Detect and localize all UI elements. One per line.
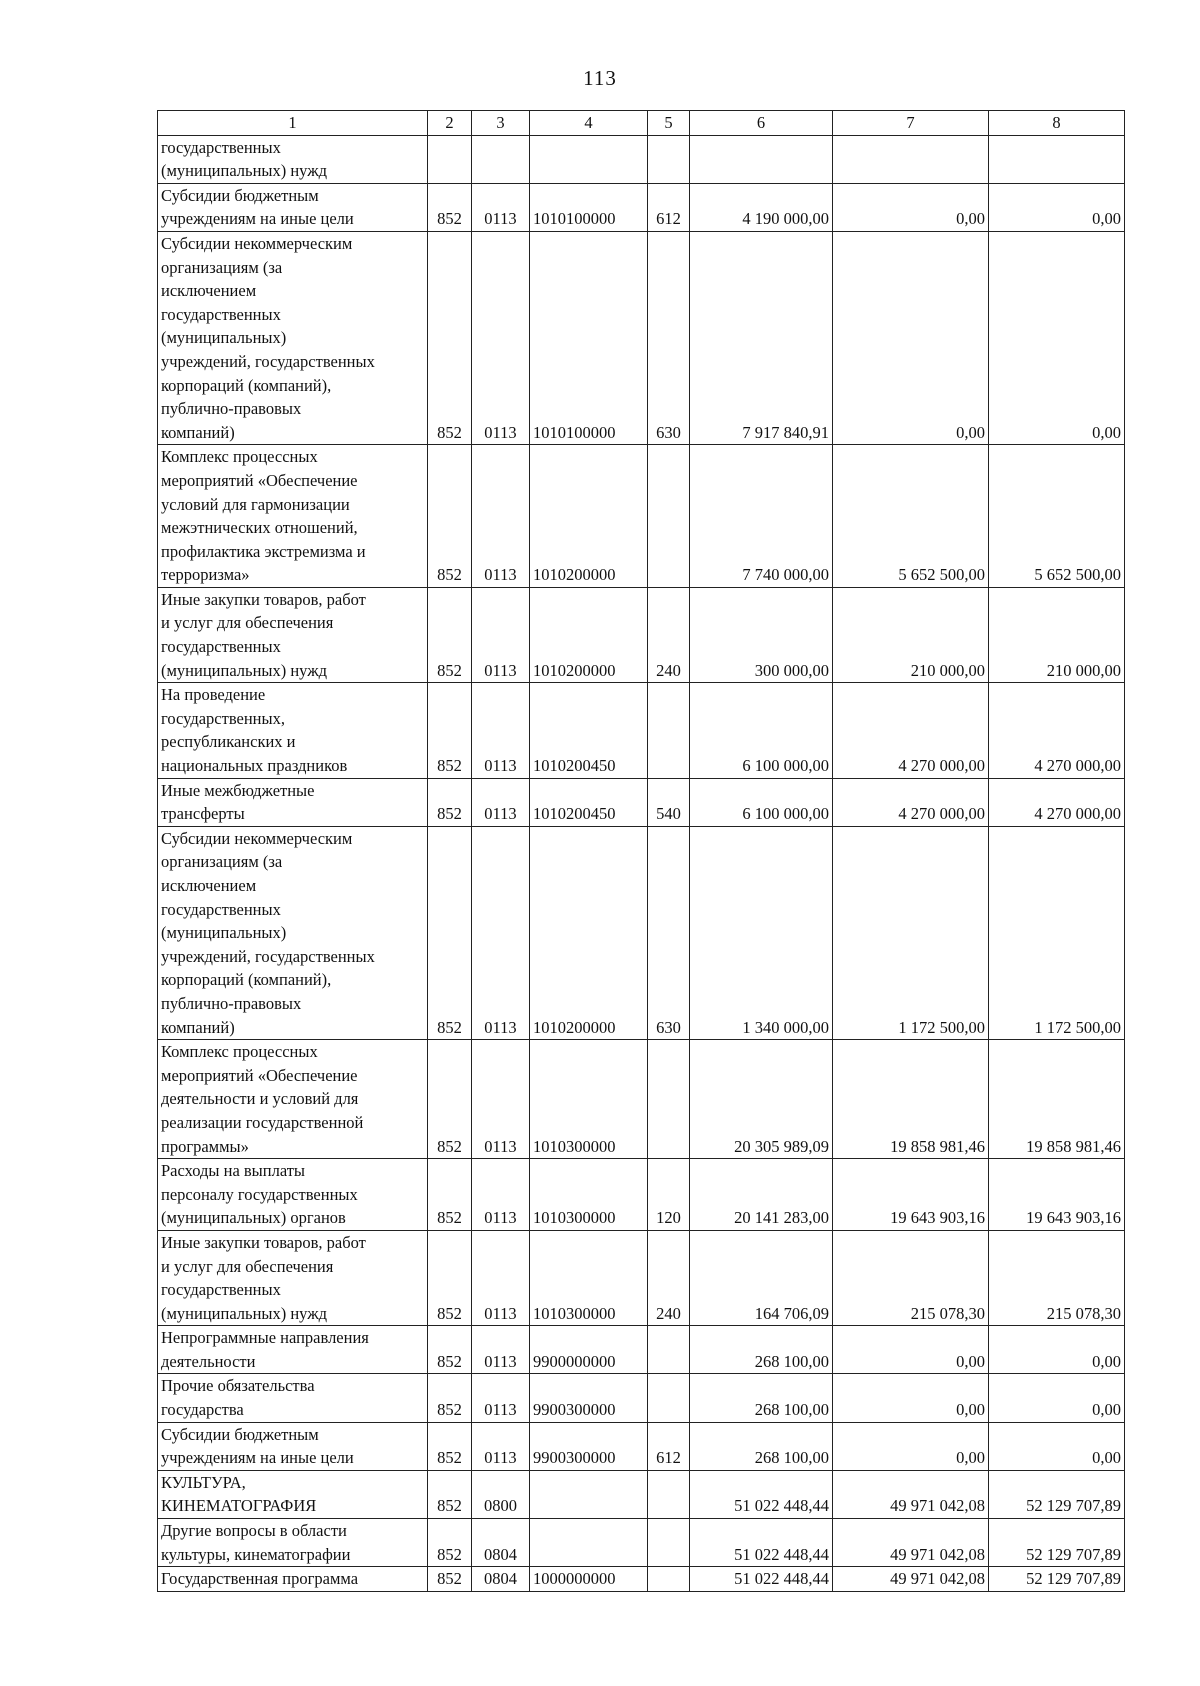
target-article-code: 1010200000 bbox=[530, 445, 648, 588]
amount-col-8: 19 858 981,46 bbox=[989, 1040, 1125, 1159]
amount-col-6: 6 100 000,00 bbox=[690, 778, 833, 826]
table-row bbox=[158, 1470, 1125, 1518]
item-name: Государственная программа bbox=[158, 1567, 428, 1592]
amount-col-6: 268 100,00 bbox=[690, 1374, 833, 1422]
expense-type-code bbox=[648, 1519, 690, 1567]
amount-col-8: 215 078,30 bbox=[989, 1230, 1125, 1325]
table-row bbox=[158, 1230, 1125, 1325]
item-name: Комплекс процессных мероприятий «Обеспечение условий для гармонизации межэтнических отношений, профилактика экстремизма и терроризма» bbox=[158, 445, 428, 588]
item-name: На проведение государственных, республиканских и национальных праздников bbox=[158, 683, 428, 778]
amount-col-8: 52 129 707,89 bbox=[989, 1519, 1125, 1567]
amount-col-6: 6 100 000,00 bbox=[690, 683, 833, 778]
expense-type-code: 240 bbox=[648, 1230, 690, 1325]
expense-type-code bbox=[648, 445, 690, 588]
table-row bbox=[158, 1519, 1125, 1567]
amount-col-8: 4 270 000,00 bbox=[989, 683, 1125, 778]
amount-col-7: 0,00 bbox=[833, 1374, 989, 1422]
amount-col-6: 51 022 448,44 bbox=[690, 1519, 833, 1567]
amount-col-6: 51 022 448,44 bbox=[690, 1470, 833, 1518]
table-row bbox=[158, 1422, 1125, 1470]
ministry-code: 852 bbox=[428, 445, 472, 588]
target-article-code: 1010200000 bbox=[530, 587, 648, 682]
ministry-code: 852 bbox=[428, 1567, 472, 1592]
expense-type-code bbox=[648, 135, 690, 183]
target-article-code: 1010100000 bbox=[530, 183, 648, 231]
amount-col-6: 20 141 283,00 bbox=[690, 1159, 833, 1231]
item-name: Субсидии некоммерческим организациям (за исключением государственных (муниципальных) учреждений, государственных корпораций (компаний), публично-правовых компаний) bbox=[158, 826, 428, 1039]
expense-type-code: 120 bbox=[648, 1159, 690, 1231]
table-row bbox=[158, 683, 1125, 778]
header-cell: 6 bbox=[690, 111, 833, 136]
table-row bbox=[158, 1374, 1125, 1422]
expense-type-code: 612 bbox=[648, 183, 690, 231]
item-name: государственных (муниципальных) нужд bbox=[158, 135, 428, 183]
amount-col-8: 19 643 903,16 bbox=[989, 1159, 1125, 1231]
ministry-code: 852 bbox=[428, 1374, 472, 1422]
expense-type-code: 240 bbox=[648, 587, 690, 682]
amount-col-7: 4 270 000,00 bbox=[833, 778, 989, 826]
amount-col-8: 4 270 000,00 bbox=[989, 778, 1125, 826]
header-cell: 7 bbox=[833, 111, 989, 136]
item-name: Иные межбюджетные трансферты bbox=[158, 778, 428, 826]
table-row bbox=[158, 587, 1125, 682]
expense-type-code bbox=[648, 1326, 690, 1374]
item-name: Субсидии бюджетным учреждениям на иные цели bbox=[158, 183, 428, 231]
table-header-row bbox=[158, 111, 1125, 136]
table-body bbox=[158, 111, 1125, 1592]
ministry-code: 852 bbox=[428, 183, 472, 231]
target-article-code: 1010300000 bbox=[530, 1040, 648, 1159]
ministry-code: 852 bbox=[428, 231, 472, 444]
amount-col-7: 49 971 042,08 bbox=[833, 1519, 989, 1567]
amount-col-8: 0,00 bbox=[989, 1422, 1125, 1470]
section-code: 0113 bbox=[472, 826, 530, 1039]
ministry-code: 852 bbox=[428, 778, 472, 826]
expense-type-code bbox=[648, 1470, 690, 1518]
section-code: 0113 bbox=[472, 1374, 530, 1422]
amount-col-8: 0,00 bbox=[989, 231, 1125, 444]
section-code: 0113 bbox=[472, 183, 530, 231]
amount-col-7: 0,00 bbox=[833, 1422, 989, 1470]
amount-col-6: 7 917 840,91 bbox=[690, 231, 833, 444]
amount-col-8: 1 172 500,00 bbox=[989, 826, 1125, 1039]
expense-type-code: 630 bbox=[648, 826, 690, 1039]
table-row bbox=[158, 1040, 1125, 1159]
amount-col-8: 0,00 bbox=[989, 1326, 1125, 1374]
target-article-code: 1010300000 bbox=[530, 1159, 648, 1231]
item-name: Иные закупки товаров, работ и услуг для обеспечения государственных (муниципальных) нужд bbox=[158, 1230, 428, 1325]
item-name: Непрограммные направления деятельности bbox=[158, 1326, 428, 1374]
target-article-code: 1010100000 bbox=[530, 231, 648, 444]
ministry-code: 852 bbox=[428, 1159, 472, 1231]
amount-col-8 bbox=[989, 135, 1125, 183]
expense-type-code: 540 bbox=[648, 778, 690, 826]
target-article-code bbox=[530, 1519, 648, 1567]
amount-col-6: 268 100,00 bbox=[690, 1422, 833, 1470]
amount-col-7 bbox=[833, 135, 989, 183]
table-row bbox=[158, 826, 1125, 1039]
ministry-code: 852 bbox=[428, 1040, 472, 1159]
target-article-code: 1010200000 bbox=[530, 826, 648, 1039]
amount-col-7: 19 643 903,16 bbox=[833, 1159, 989, 1231]
ministry-code: 852 bbox=[428, 1422, 472, 1470]
section-code: 0113 bbox=[472, 1326, 530, 1374]
ministry-code: 852 bbox=[428, 1519, 472, 1567]
section-code: 0800 bbox=[472, 1470, 530, 1518]
ministry-code: 852 bbox=[428, 1230, 472, 1325]
expense-type-code bbox=[648, 1040, 690, 1159]
section-code: 0113 bbox=[472, 1230, 530, 1325]
amount-col-8: 210 000,00 bbox=[989, 587, 1125, 682]
amount-col-6: 7 740 000,00 bbox=[690, 445, 833, 588]
header-cell: 8 bbox=[989, 111, 1125, 136]
section-code: 0113 bbox=[472, 683, 530, 778]
table-row bbox=[158, 135, 1125, 183]
expense-type-code: 612 bbox=[648, 1422, 690, 1470]
amount-col-6: 268 100,00 bbox=[690, 1326, 833, 1374]
table-row bbox=[158, 778, 1125, 826]
amount-col-7: 0,00 bbox=[833, 1326, 989, 1374]
header-cell: 2 bbox=[428, 111, 472, 136]
section-code: 0113 bbox=[472, 445, 530, 588]
table-row bbox=[158, 1159, 1125, 1231]
header-cell: 1 bbox=[158, 111, 428, 136]
amount-col-7: 210 000,00 bbox=[833, 587, 989, 682]
table-row bbox=[158, 183, 1125, 231]
ministry-code bbox=[428, 135, 472, 183]
amount-col-7: 19 858 981,46 bbox=[833, 1040, 989, 1159]
table-row bbox=[158, 231, 1125, 444]
amount-col-8: 52 129 707,89 bbox=[989, 1470, 1125, 1518]
amount-col-7: 49 971 042,08 bbox=[833, 1470, 989, 1518]
ministry-code: 852 bbox=[428, 1326, 472, 1374]
item-name: Комплекс процессных мероприятий «Обеспечение деятельности и условий для реализации государственной программы» bbox=[158, 1040, 428, 1159]
amount-col-7: 4 270 000,00 bbox=[833, 683, 989, 778]
amount-col-8: 0,00 bbox=[989, 1374, 1125, 1422]
expense-type-code bbox=[648, 1567, 690, 1592]
amount-col-6: 4 190 000,00 bbox=[690, 183, 833, 231]
section-code: 0804 bbox=[472, 1519, 530, 1567]
section-code: 0113 bbox=[472, 587, 530, 682]
header-cell: 3 bbox=[472, 111, 530, 136]
amount-col-7: 49 971 042,08 bbox=[833, 1567, 989, 1592]
amount-col-7: 1 172 500,00 bbox=[833, 826, 989, 1039]
item-name: Субсидии некоммерческим организациям (за исключением государственных (муниципальных) учреждений, государственных корпораций (компаний), публично-правовых компаний) bbox=[158, 231, 428, 444]
amount-col-6: 164 706,09 bbox=[690, 1230, 833, 1325]
budget-table bbox=[157, 110, 1125, 1592]
expense-type-code bbox=[648, 683, 690, 778]
section-code: 0113 bbox=[472, 1040, 530, 1159]
section-code: 0804 bbox=[472, 1567, 530, 1592]
target-article-code: 1000000000 bbox=[530, 1567, 648, 1592]
table-row bbox=[158, 445, 1125, 588]
target-article-code: 9900300000 bbox=[530, 1374, 648, 1422]
item-name: Иные закупки товаров, работ и услуг для обеспечения государственных (муниципальных) нужд bbox=[158, 587, 428, 682]
target-article-code bbox=[530, 135, 648, 183]
item-name: Расходы на выплаты персоналу государственных (муниципальных) органов bbox=[158, 1159, 428, 1231]
ministry-code: 852 bbox=[428, 1470, 472, 1518]
section-code: 0113 bbox=[472, 1159, 530, 1231]
section-code: 0113 bbox=[472, 231, 530, 444]
ministry-code: 852 bbox=[428, 826, 472, 1039]
amount-col-6 bbox=[690, 135, 833, 183]
expense-type-code bbox=[648, 1374, 690, 1422]
item-name: Другие вопросы в области культуры, кинематографии bbox=[158, 1519, 428, 1567]
item-name: Прочие обязательства государства bbox=[158, 1374, 428, 1422]
target-article-code bbox=[530, 1470, 648, 1518]
target-article-code: 9900300000 bbox=[530, 1422, 648, 1470]
amount-col-6: 20 305 989,09 bbox=[690, 1040, 833, 1159]
amount-col-6: 300 000,00 bbox=[690, 587, 833, 682]
section-code: 0113 bbox=[472, 778, 530, 826]
section-code bbox=[472, 135, 530, 183]
target-article-code: 9900000000 bbox=[530, 1326, 648, 1374]
amount-col-7: 0,00 bbox=[833, 183, 989, 231]
amount-col-7: 5 652 500,00 bbox=[833, 445, 989, 588]
header-cell: 4 bbox=[530, 111, 648, 136]
table-row bbox=[158, 1567, 1125, 1592]
amount-col-6: 1 340 000,00 bbox=[690, 826, 833, 1039]
amount-col-8: 5 652 500,00 bbox=[989, 445, 1125, 588]
item-name: Субсидии бюджетным учреждениям на иные цели bbox=[158, 1422, 428, 1470]
amount-col-6: 51 022 448,44 bbox=[690, 1567, 833, 1592]
amount-col-8: 0,00 bbox=[989, 183, 1125, 231]
amount-col-8: 52 129 707,89 bbox=[989, 1567, 1125, 1592]
target-article-code: 1010200450 bbox=[530, 778, 648, 826]
section-code: 0113 bbox=[472, 1422, 530, 1470]
table-row bbox=[158, 1326, 1125, 1374]
item-name: КУЛЬТУРА, КИНЕМАТОГРАФИЯ bbox=[158, 1470, 428, 1518]
page-number: 113 bbox=[583, 66, 617, 90]
header-cell: 5 bbox=[648, 111, 690, 136]
ministry-code: 852 bbox=[428, 683, 472, 778]
target-article-code: 1010300000 bbox=[530, 1230, 648, 1325]
amount-col-7: 215 078,30 bbox=[833, 1230, 989, 1325]
expense-type-code: 630 bbox=[648, 231, 690, 444]
target-article-code: 1010200450 bbox=[530, 683, 648, 778]
ministry-code: 852 bbox=[428, 587, 472, 682]
amount-col-7: 0,00 bbox=[833, 231, 989, 444]
